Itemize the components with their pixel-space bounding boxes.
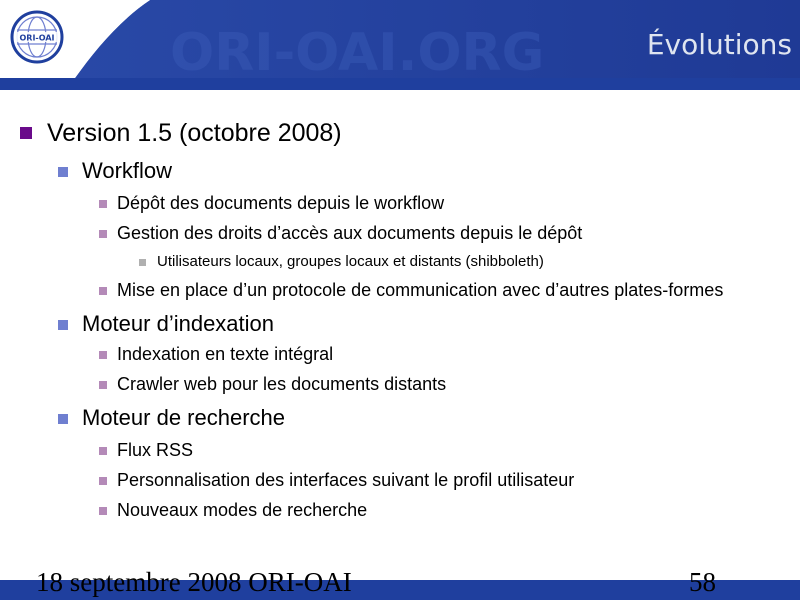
- bullet-marker: [99, 507, 107, 515]
- bullet-item-level-1: Version 1.5 (octobre 2008): [47, 118, 342, 147]
- logo-label: ORI-OAI: [19, 33, 55, 43]
- bullet-item-level-3: Mise en place d’un protocole de communication avec d’autres plates-formes: [117, 279, 724, 300]
- slide-title: Évolutions: [646, 28, 792, 61]
- bullet-marker: [58, 167, 68, 177]
- bullet-item-level-4: Utilisateurs locaux, groupes locaux et distants (shibboleth): [157, 252, 544, 270]
- bullet-marker: [99, 351, 107, 359]
- bullet-marker: [99, 477, 107, 485]
- slide-header: [0, 0, 800, 90]
- bullet-marker: [99, 230, 107, 238]
- bullet-marker: [20, 127, 32, 139]
- bullet-marker: [58, 320, 68, 330]
- bullet-item-level-3: Crawler web pour les documents distants: [117, 373, 447, 394]
- bullet-item-level-3: Dépôt des documents depuis le workflow: [117, 192, 445, 213]
- bullet-marker: [99, 381, 107, 389]
- bullet-item-level-2: Moteur d’indexation: [82, 311, 275, 337]
- bullet-marker: [58, 414, 68, 424]
- page-number: 58: [689, 567, 716, 597]
- bullet-item-level-2: Workflow: [82, 158, 173, 184]
- bullet-item-level-3: Nouveaux modes de recherche: [117, 499, 368, 520]
- footer-text: 18 septembre 2008 ORI-OAI: [36, 567, 352, 597]
- bullet-marker: [99, 287, 107, 295]
- bullet-item-level-2: Moteur de recherche: [82, 405, 285, 431]
- bullet-item-level-3: Gestion des droits d’accès aux documents depuis le dépôt: [117, 222, 583, 243]
- bullet-item-level-3: Indexation en texte intégral: [117, 343, 334, 364]
- bullet-marker: [139, 259, 146, 266]
- header-watermark: ORI-OAI.ORG: [170, 23, 545, 83]
- ori-oai-logo: [10, 10, 64, 64]
- bullet-marker: [99, 200, 107, 208]
- bullet-item-level-3: Personnalisation des interfaces suivant le profil utilisateur: [117, 469, 575, 490]
- bullet-marker: [99, 447, 107, 455]
- bullet-item-level-3: Flux RSS: [117, 439, 194, 460]
